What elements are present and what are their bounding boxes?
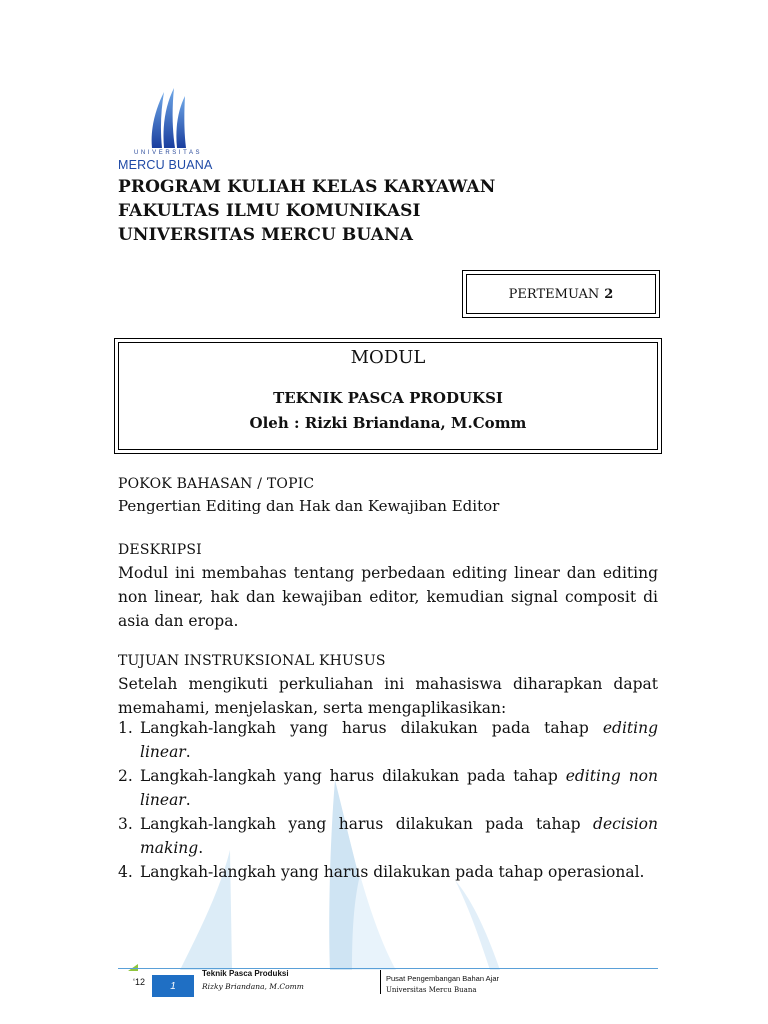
list-item-emphasis: editing linear: [140, 719, 658, 761]
list-item-tail: .: [185, 743, 191, 761]
description-text: Modul ini membahas tentang perbedaan editing linear dan editing non linear, hak dan kewajiban editor, kemudian signal composit di asia dan eropa.: [118, 564, 658, 630]
pertemuan-box: [462, 270, 660, 318]
footer-author: Rizky Briandana, M.Comm: [202, 982, 304, 991]
topic-text: Pengertian Editing dan Hak dan Kewajiban Editor: [118, 497, 500, 515]
pertemuan-label: PERTEMUAN: [508, 286, 600, 302]
faculty-heading: FAKULTAS ILMU KOMUNIKASI: [118, 201, 421, 221]
modul-box: [114, 338, 662, 454]
logo-name: MERCU BUANA: [118, 158, 213, 172]
page-number: 1: [152, 975, 194, 997]
list-item: [118, 716, 658, 764]
list-item-tail: .: [198, 839, 204, 857]
mercu-buana-logo-icon: [148, 88, 188, 150]
list-item-emphasis: decision making: [140, 815, 658, 857]
pertemuan-number: 2: [604, 286, 614, 302]
list-item: [118, 764, 658, 812]
description-label: DESKRIPSI: [118, 542, 202, 558]
footer-course: Teknik Pasca Produksi: [202, 969, 289, 978]
university-heading: UNIVERSITAS MERCU BUANA: [118, 225, 413, 245]
list-item-number: 2.: [118, 767, 133, 785]
list-item-number: 3.: [118, 815, 133, 833]
objectives-intro: Setelah mengikuti perkuliahan ini mahasiswa diharapkan dapat memahami, menjelaskan, serta mengaplikasikan:: [118, 675, 658, 717]
footer-divider: [118, 968, 658, 969]
program-heading: PROGRAM KULIAH KELAS KARYAWAN: [118, 177, 496, 197]
list-item: [118, 860, 658, 884]
list-item: [118, 812, 658, 860]
footer-separator: [380, 970, 381, 994]
list-item-tail: .: [185, 791, 191, 809]
list-item-text: Langkah-langkah yang harus dilakukan pada tahap: [140, 815, 594, 833]
footer-year: ‘12: [133, 977, 146, 987]
footer-center: Pusat Pengembangan Bahan Ajar: [386, 974, 500, 983]
modul-subject: TEKNIK PASCA PRODUKSI: [273, 389, 503, 407]
list-item-emphasis: editing non linear: [140, 767, 658, 809]
university-logo: [118, 88, 228, 178]
list-item-number: 1.: [118, 719, 133, 737]
list-item-text: Langkah-langkah yang harus dilakukan pada tahap: [140, 719, 603, 737]
footer-university: Universitas Mercu Buana: [386, 986, 477, 994]
topic-label: POKOK BAHASAN / TOPIC: [118, 476, 315, 492]
modul-author: Oleh : Rizki Briandana, M.Comm: [249, 414, 527, 432]
list-item-number: 4.: [118, 863, 133, 881]
modul-title: MODUL: [350, 347, 426, 368]
list-item-text: Langkah-langkah yang harus dilakukan pada tahap: [140, 767, 566, 785]
list-item-text: Langkah-langkah yang harus dilakukan pada tahap operasional.: [140, 863, 645, 881]
objectives-list: [118, 716, 658, 884]
objectives-label: TUJUAN INSTRUKSIONAL KHUSUS: [118, 653, 386, 669]
logo-subtitle: UNIVERSITAS: [134, 150, 203, 156]
